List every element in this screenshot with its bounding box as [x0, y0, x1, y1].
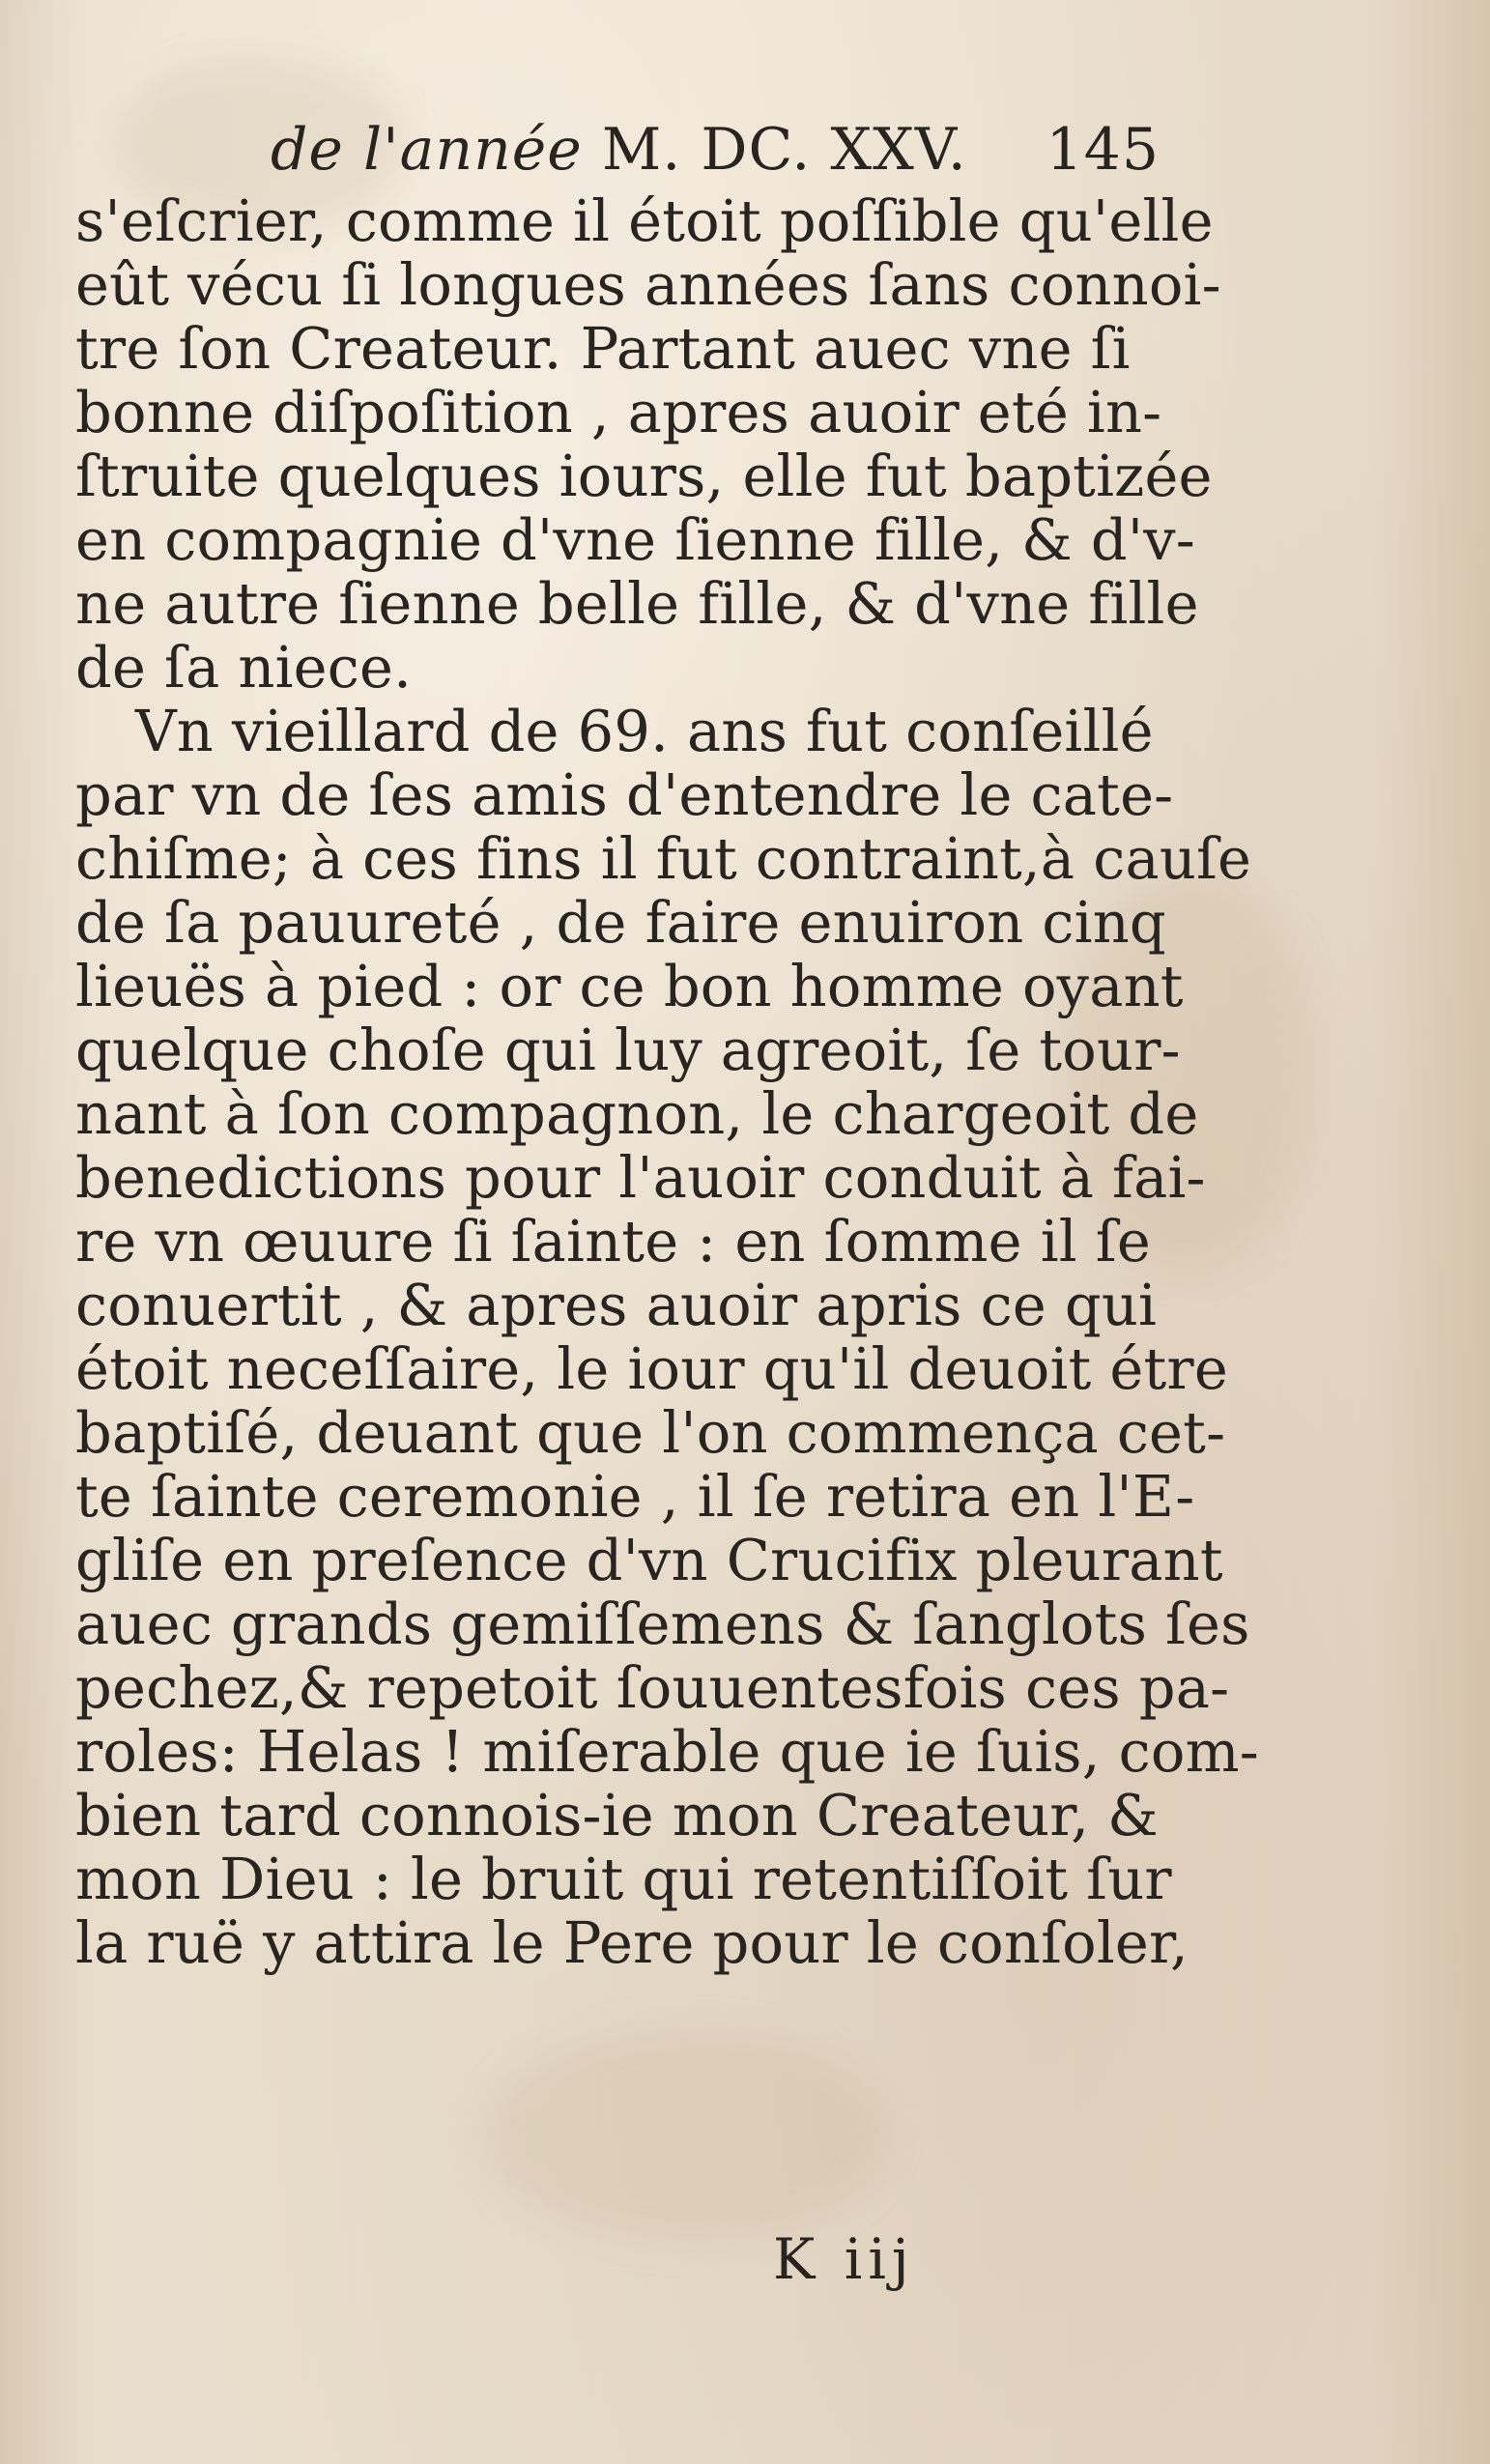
text-line: tre ſon Createur. Partant auec vne ſi	[75, 315, 1131, 382]
text-line: bonne diſpoſition , apres auoir eté in-	[75, 379, 1162, 445]
text-line: par vn de ſes amis d'entendre le cate-	[75, 761, 1174, 828]
signature-mark: K iij	[773, 2226, 915, 2292]
text-line: s'eſcrier, comme il étoit poſſible qu'elle	[75, 187, 1214, 254]
text-line: bien tard connois-ie mon Createur, &	[75, 1782, 1159, 1848]
text-line: en compagnie d'vne ſienne fille, & d'v-	[75, 506, 1195, 573]
body-text	[75, 187, 1259, 1976]
text-line: chiſme; à ces fins il fut contraint,à cauſe	[75, 825, 1252, 892]
text-line: conuertit , & apres auoir apris ce qui	[75, 1272, 1158, 1338]
text-line: gliſe en preſence d'vn Crucifix pleurant	[75, 1527, 1223, 1593]
text-line: eût vécu ſi longues années ſans connoi-	[75, 251, 1221, 318]
text-line: auec grands gemiſſemens & ſanglots ſes	[75, 1590, 1250, 1657]
text-line: baptiſé, deuant que l'on commença cet-	[75, 1399, 1226, 1466]
text-line: te ſainte ceremonie , il ſe retira en l'E-	[75, 1463, 1195, 1530]
text-line: lieuës à pied : or ce bon homme oyant	[75, 953, 1184, 1019]
running-header	[271, 116, 1160, 184]
text-line: quelque choſe qui luy agreoit, ſe tour-	[75, 1017, 1181, 1083]
text-line: benedictions pour l'auoir conduit à fai-	[75, 1144, 1206, 1211]
header-title-italic: de l'année	[271, 116, 583, 184]
header-title-year: M. DC. XXV.	[601, 116, 967, 184]
text-line: de ſa pauureté , de faire enuiron cinq	[75, 889, 1166, 956]
text-line: ne autre ſienne belle fille, & d'vne fille	[75, 570, 1199, 637]
text-line: roles: Helas ! miſerable que ie ſuis, com-	[75, 1718, 1259, 1785]
paragraph-start-line: Vn vieillard de 69. ans fut conſeillé	[135, 698, 1154, 764]
paper-stain	[483, 2029, 889, 2242]
text-line: re vn œuure ſi ſainte : en ſomme il ſe	[75, 1208, 1151, 1275]
text-line: mon Dieu : le bruit qui retentiſſoit ſur	[75, 1846, 1172, 1912]
text-line: ſtruite quelques iours, elle fut baptizée	[75, 443, 1213, 509]
text-line: de ſa niece.	[75, 634, 413, 701]
text-line: nant à ſon compagnon, le chargeoit de	[75, 1080, 1199, 1147]
text-line: la ruë y attira le Pere pour le conſoler,	[75, 1909, 1189, 1976]
page-number: 145	[1046, 116, 1160, 184]
text-line: pechez,& repetoit ſouuentesfois ces pa-	[75, 1654, 1230, 1721]
text-line: étoit neceſſaire, le iour qu'il deuoit étre	[75, 1335, 1228, 1402]
